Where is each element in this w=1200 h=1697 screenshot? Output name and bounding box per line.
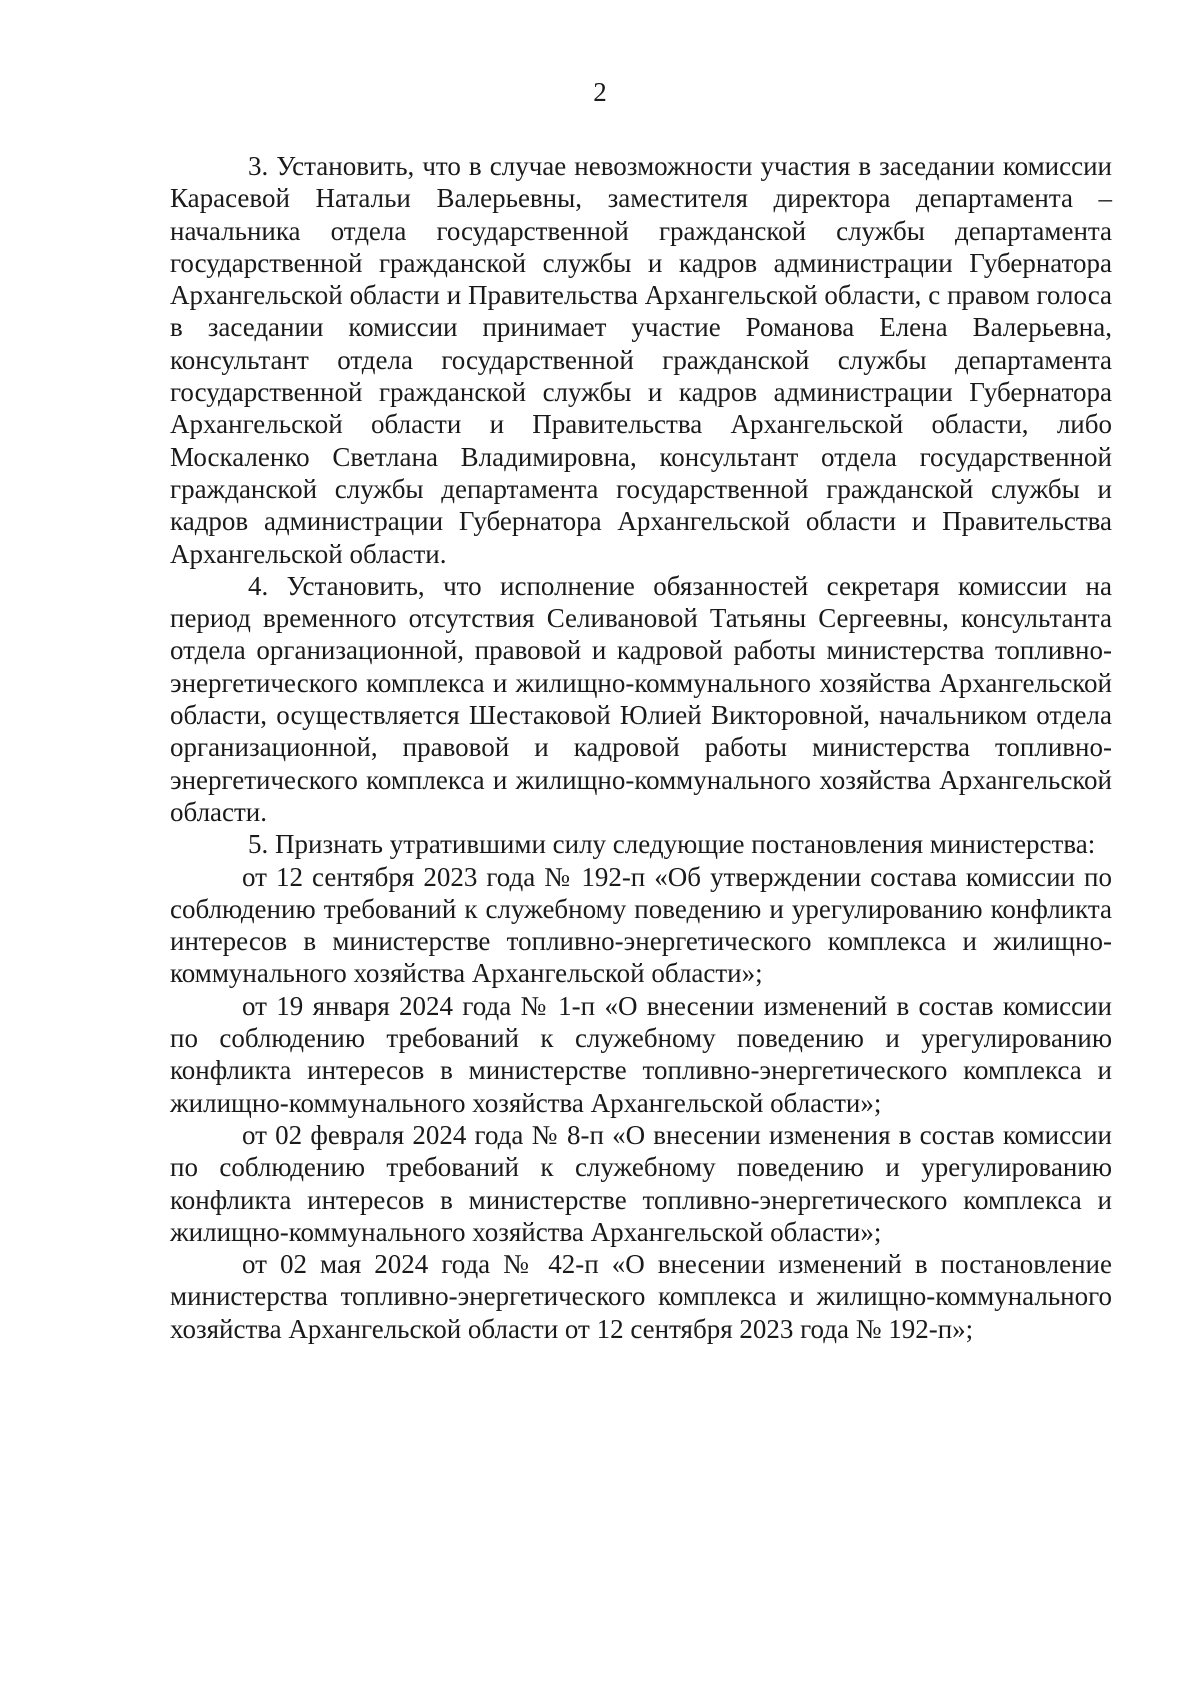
paragraph-item-5-d: от 02 мая 2024 года № 42-п «О внесении изменений в постановление министерства топливно-энергетического комплекса и жилищно-коммунального хозяйства Архангельской области от 12 сентября 2023 года № 192-п»; bbox=[170, 1249, 1112, 1344]
document-body bbox=[170, 150, 1112, 1345]
paragraph-item-4: 4. Установить, что исполнение обязанностей секретаря комиссии на период временного отсутствия Селивановой Татьяны Сергеевны, консультанта отдела организационной, правовой и кадровой работы министерства топливно-энергетического комплекса и жилищно-коммунального хозяйства Архангельской области, осуществляется Шестаковой Юлией Викторовной, начальником отдела организационной, правовой и кадровой работы министерства топливно-энергетического комплекса и жилищно-коммунального хозяйства Архангельской области. bbox=[170, 570, 1112, 827]
page-number: 2 bbox=[593, 77, 607, 107]
paragraph-item-5-b: от 19 января 2024 года № 1-п «О внесении изменений в состав комиссии по соблюдению требований к служебному поведению и урегулированию конфликта интересов в министерстве топливно-энергетического комплекса и жилищно-коммунального хозяйства Архангельской области»; bbox=[170, 990, 1112, 1118]
paragraph-item-5-a: от 12 сентября 2023 года № 192-п «Об утверждении состава комиссии по соблюдению требований к служебному поведению и урегулированию конфликта интересов в министерстве топливно-энергетического комплекса и жилищно-коммунального хозяйства Архангельской области»; bbox=[170, 861, 1112, 989]
paragraph-item-5-c: от 02 февраля 2024 года № 8-п «О внесении изменения в состав комиссии по соблюдению требований к служебному поведению и урегулированию конфликта интересов в министерстве топливно-энергетического комплекса и жилищно-коммунального хозяйства Архангельской области»; bbox=[170, 1119, 1112, 1247]
paragraph-item-3: 3. Установить, что в случае невозможности участия в заседании комиссии Карасевой Натальи Валерьевны, заместителя директора департамента – начальника отдела государственной гражданской службы департамента государственной гражданской службы и кадров администрации Губернатора Архангельской области и Правительства Архангельской области, с правом голоса в заседании комиссии принимает участие Романова Елена Валерьевна, консультант отдела государственной гражданской службы департамента государственной гражданской службы и кадров администрации Губернатора Архангельской области и Правительства Архангельской области, либо Москаленко Светлана Владимировна, консультант отдела государственной гражданской службы департамента государственной гражданской службы и кадров администрации Губернатора Архангельской области и Правительства Архангельской области. bbox=[170, 151, 1112, 569]
paragraph-item-5: 5. Признать утратившими силу следующие постановления министерства: bbox=[248, 829, 1096, 860]
